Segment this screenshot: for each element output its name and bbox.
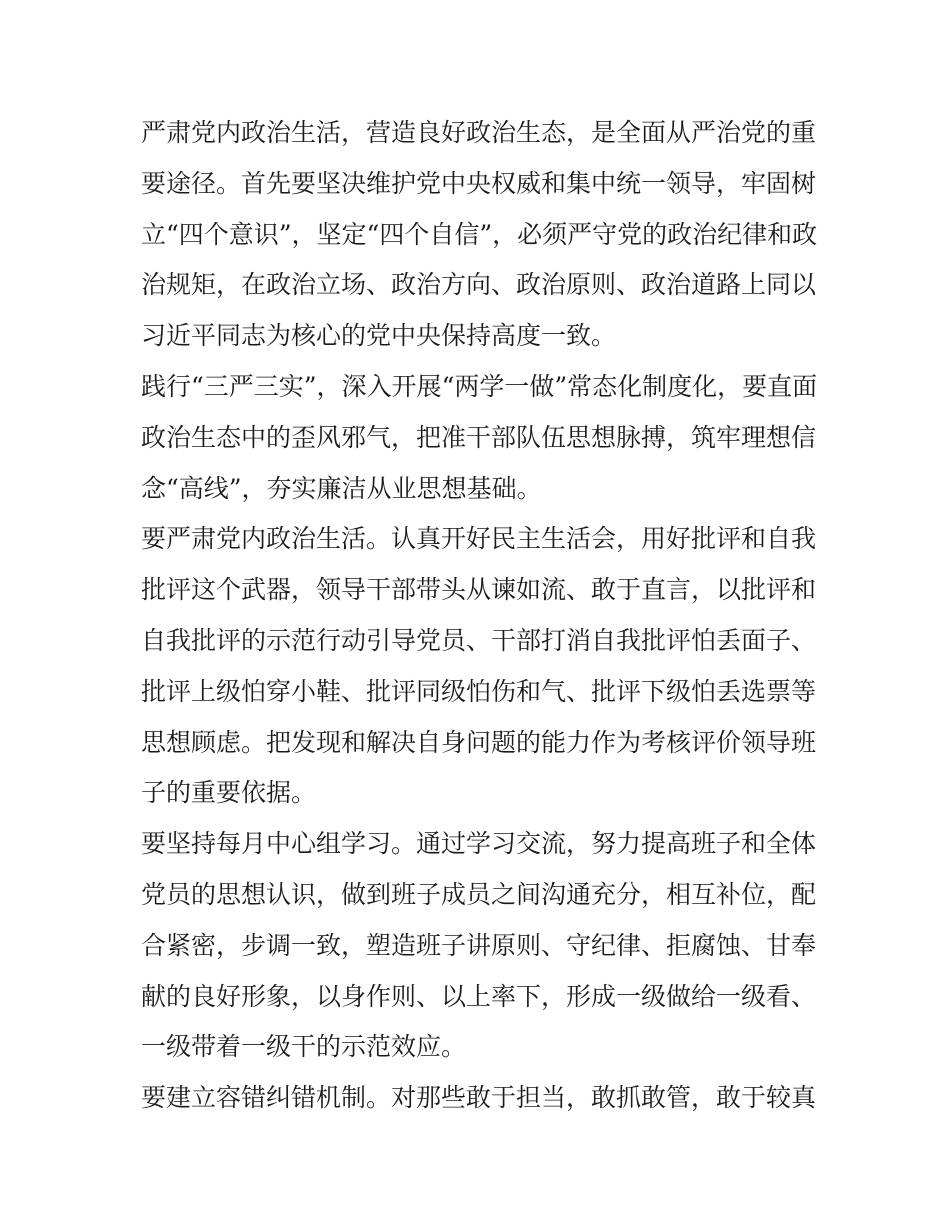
text-line: 一级带着一级干的示范效应。 bbox=[141, 1032, 467, 1062]
text-line: 要坚持每月中心组学习。通过学习交流，努力提高班子和全体 bbox=[141, 829, 817, 859]
text-line: 思想顾虑。把发现和解决自身问题的能力作为考核评价领导班 bbox=[141, 727, 817, 757]
text-line: 严肃党内政治生活，营造良好政治生态，是全面从严治党的重 bbox=[141, 118, 817, 147]
text-line: 念“高线”，夯实廉洁从业思想基础。 bbox=[141, 473, 542, 503]
text-line: 党员的思想认识，做到班子成员之间沟通充分，相互补位，配 bbox=[141, 879, 817, 909]
text-line: 政治生态中的歪风邪气，把准干部队伍思想脉搏，筑牢理想信 bbox=[141, 422, 817, 452]
text-line: 习近平同志为核心的党中央保持高度一致。 bbox=[141, 321, 617, 351]
text-line: 治规矩，在政治立场、政治方向、政治原则、政治道路上同以 bbox=[141, 270, 817, 300]
text-line: 自我批评的示范行动引导党员、干部打消自我批评怕丢面子、 bbox=[141, 625, 817, 655]
text-line: 要严肃党内政治生活。认真开好民主生活会，用好批评和自我 bbox=[141, 524, 817, 554]
text-line: 立“四个意识”，坚定“四个自信”，必须严守党的政治纪律和政 bbox=[141, 219, 818, 249]
text-line: 要途径。首先要坚决维护党中央权威和集中统一领导，牢固树 bbox=[141, 168, 817, 198]
document-body bbox=[141, 108, 816, 1124]
text-line: 要建立容错纠错机制。对那些敢于担当，敢抓敢管，敢于较真 bbox=[141, 1083, 817, 1113]
text-line: 批评这个武器，领导干部带头从谏如流、敢于直言，以批评和 bbox=[141, 575, 817, 605]
text-line: 合紧密，步调一致，塑造班子讲原则、守纪律、拒腐蚀、甘奉 bbox=[141, 930, 817, 960]
text-line: 批评上级怕穿小鞋、批评同级怕伤和气、批评下级怕丢选票等 bbox=[141, 676, 817, 706]
text-line: 践行“三严三实”，深入开展“两学一做”常态化制度化，要直面 bbox=[141, 371, 818, 401]
text-line: 子的重要依据。 bbox=[141, 778, 317, 808]
text-line: 献的良好形象，以身作则、以上率下，形成一级做给一级看、 bbox=[141, 981, 817, 1011]
